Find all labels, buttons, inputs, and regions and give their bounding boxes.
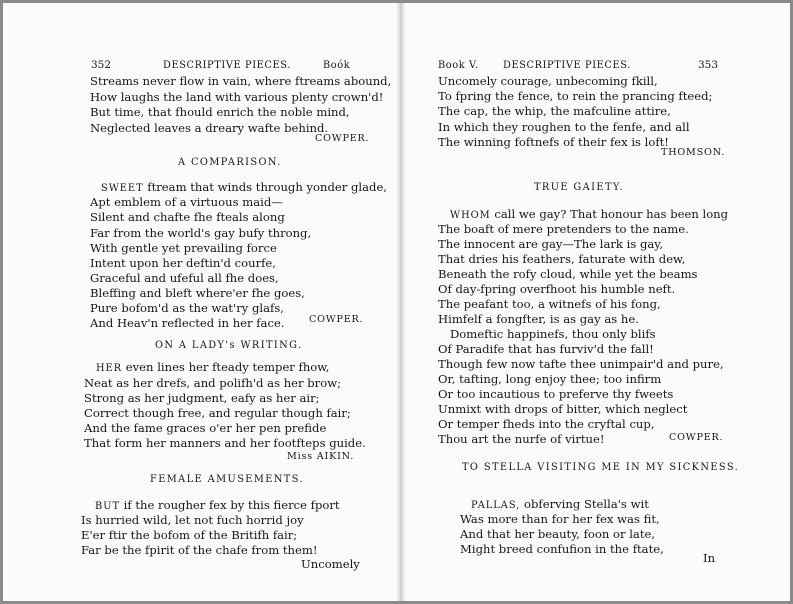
first-line-rest: ftream that winds through yonder glade,: [143, 180, 387, 194]
verse-line: Or temper fheds into the cryftal cup,: [438, 417, 655, 431]
verse-line: The peafant too, a witnefs of his fong,: [438, 297, 661, 311]
attribution: THOMSON.: [661, 147, 726, 158]
left-running-title: DESCRIPTIVE PIECES.: [163, 60, 291, 71]
verse-line: The boaft of mere pretenders to the name.: [438, 222, 689, 236]
verse-line: Though few now tafte thee unimpair'd and pure,: [438, 357, 724, 371]
verse-line: Thou art the nurfe of virtue!: [438, 432, 605, 446]
verse-line: The cap, the whip, the mafculine attire,: [438, 104, 671, 118]
left-page: [3, 3, 396, 601]
verse-line: With gentle yet prevailing force: [90, 241, 277, 255]
verse-line: Of Paradife that has furviv'd the fall!: [438, 342, 654, 356]
verse-line: Or too incautious to preferve thy fweets: [438, 387, 674, 401]
verse-line: Silent and chafte fhe fteals along: [90, 210, 285, 224]
attribution: COWPER.: [309, 314, 364, 325]
verse-line: Or, tafting, long enjoy thee; too infirm: [438, 372, 662, 386]
verse-line: Neglected leaves a dreary wafte behind.: [90, 121, 329, 135]
verse-line: But time, that fhould enrich the noble mind,: [90, 105, 350, 119]
verse-line: Might breed confufion in the ftate,: [460, 542, 664, 556]
book-gutter: [396, 3, 406, 601]
verse-line: Far be the fpirit of the chafe from them!: [81, 543, 318, 557]
first-line-rest: call we gay? That honour has been long: [490, 207, 729, 221]
verse-line: Is hurried wild, let not fuch horrid joy: [81, 513, 304, 527]
lead-word: HER: [96, 363, 123, 374]
verse-line-first: [96, 360, 330, 376]
verse-line: Streams never flow in vain, where ftreams abound,: [90, 74, 392, 88]
right-page-number: 353: [698, 59, 719, 71]
verse-line: How laughs the land with various plenty crown'd!: [90, 90, 384, 104]
right-running-title: DESCRIPTIVE PIECES.: [503, 60, 631, 71]
verse-line: And the fame graces o'er her pen prefide: [84, 421, 327, 435]
verse-line-first: [95, 498, 340, 514]
verse-line: Beneath the rofy cloud, while yet the beams: [438, 267, 698, 281]
lead-word: BUT: [95, 501, 120, 512]
catchword: Uncomely: [301, 557, 360, 571]
verse-line: Uncomely courage, unbecoming fkill,: [438, 74, 658, 88]
right-book-label: Book V.: [438, 60, 479, 71]
lead-word: WHOM: [450, 210, 491, 221]
verse-line: Was more than for her fex was fit,: [460, 512, 660, 526]
verse-line: Bleffing and bleft where'er fhe goes,: [90, 286, 305, 300]
poem-title: ON A LADY's WRITING.: [155, 340, 303, 351]
verse-line: Graceful and ufeful all fhe does,: [90, 271, 279, 285]
left-page-number: 352: [91, 59, 112, 71]
verse-line: Neat as her drefs, and polifh'd as her brow;: [84, 376, 342, 390]
poem-title: FEMALE AMUSEMENTS.: [150, 474, 305, 485]
right-page: [406, 3, 790, 601]
verse-line: Apt emblem of a virtuous maid—: [90, 195, 283, 209]
verse-line: And Heav'n reflected in her face.: [90, 316, 285, 330]
verse-line-first: [450, 207, 728, 223]
verse-line-first: [101, 180, 387, 196]
attribution: COWPER.: [669, 432, 724, 443]
lead-word: SWEET: [101, 183, 144, 194]
verse-line: Domeftic happinefs, thou only blifs: [450, 327, 656, 341]
verse-line: That dries his feathers, faturate with dew,: [438, 252, 686, 266]
attribution: COWPER.: [315, 133, 370, 144]
verse-line: Pure bofom'd as the wat'ry glafs,: [90, 301, 284, 315]
verse-line: To fpring the fence, to rein the prancing fteed;: [438, 89, 713, 103]
book-spread: [3, 3, 790, 601]
verse-line: Himfelf a fongfter, is as gay as he.: [438, 312, 639, 326]
verse-line: Of day-fpring overfhoot his humble neft.: [438, 282, 676, 296]
verse-line: That form her manners and her footfteps guide.: [84, 436, 366, 450]
attribution: Miss AIKIN.: [287, 451, 355, 462]
verse-line: The winning foftnefs of their fex is loft!: [438, 135, 669, 149]
first-line-rest: even lines her fteady temper fhow,: [122, 360, 330, 374]
verse-line: Strong as her judgment, eafy as her air;: [84, 391, 320, 405]
verse-line: In which they roughen to the fenfe, and all: [438, 120, 690, 134]
verse-line: Far from the world's gay bufy throng,: [90, 226, 312, 240]
lead-word: PALLAS,: [471, 500, 521, 511]
poem-title: TRUE GAIETY.: [534, 182, 625, 193]
catchword: In: [703, 551, 716, 565]
verse-line: Unmixt with drops of bitter, which neglect: [438, 402, 688, 416]
verse-line: Intent upon her deftin'd courfe,: [90, 256, 276, 270]
verse-line-first: [471, 497, 649, 513]
left-book-label: Boók: [323, 60, 351, 71]
verse-line: Correct though free, and regular though fair;: [84, 406, 351, 420]
verse-line: And that her beauty, foon or late,: [460, 527, 656, 541]
poem-title: A COMPARISON.: [178, 157, 282, 168]
first-line-rest: if the rougher fex by this fierce fport: [120, 498, 340, 512]
verse-line: E'er ftir the bofom of the Britifh fair;: [81, 528, 298, 542]
poem-title: TO STELLA VISITING ME IN MY SICKNESS.: [462, 462, 740, 473]
verse-line: The innocent are gay—The lark is gay,: [438, 237, 664, 251]
first-line-rest: obferving Stella's wit: [520, 497, 649, 511]
